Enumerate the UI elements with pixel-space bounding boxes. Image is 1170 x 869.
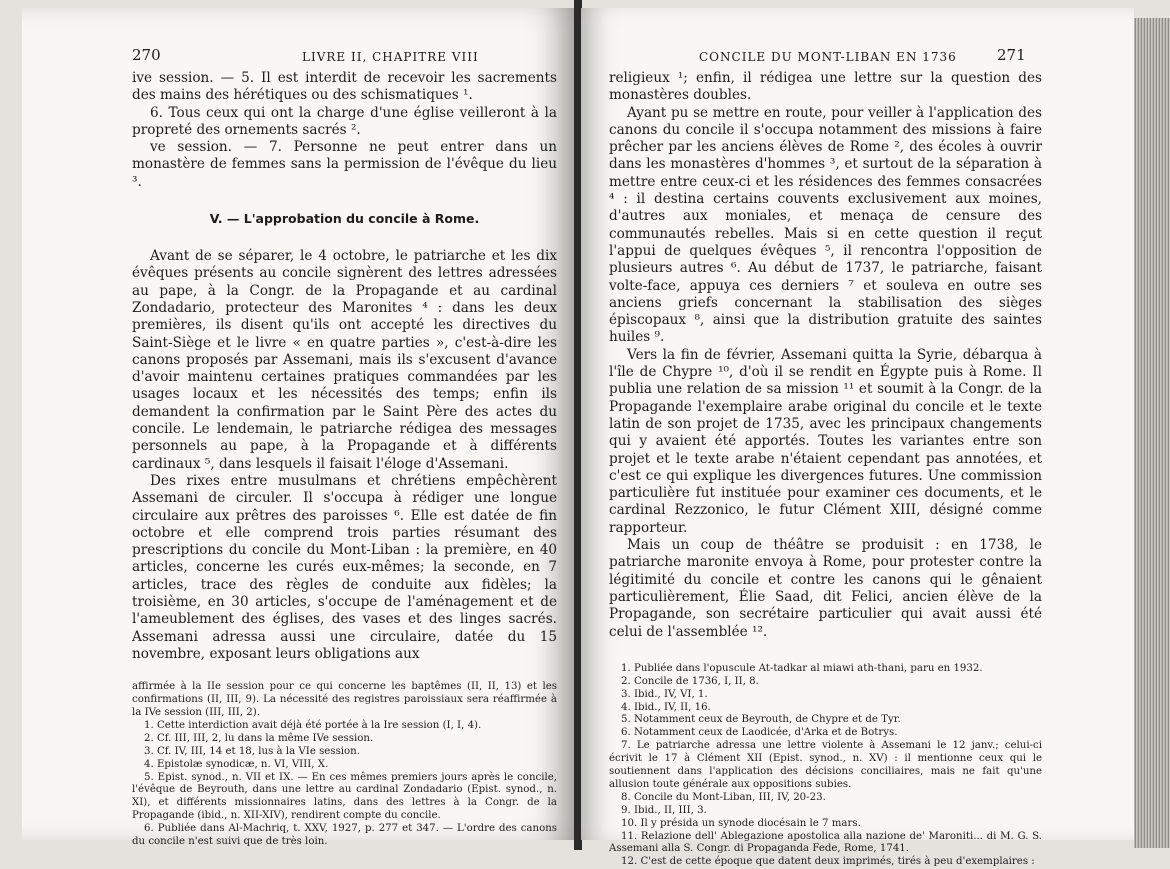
right-body-text bbox=[609, 70, 1042, 641]
footnote: 6. Publiée dans Al-Machriq, t. XXV, 1927, p. 277 et 347. — L'ordre des canons du concile n'est suivi que de très loin. bbox=[132, 823, 557, 848]
paragraph: Vers la fin de février, Assemani quitta la Syrie, débarqua à l'île de Chypre ¹⁰, d'où il se rendit en Égypte puis à Rome. Il publia une relation de sa mission ¹¹ et soumit à la Congr. de la Propagande l'exemplaire arabe original du concile et le texte latin de son projet de 1735, avec les principaux changements qui y avaient été apportés. Toutes les variantes entre son projet et le texte arabe n'étaient cependant pas annotées, et c'est ce qui explique les divergences futures. Une commission particulière fut instituée pour examiner ces documents, et le cardinal Rezzonico, le futur Clément XIII, désigné comme rapporteur. bbox=[609, 346, 1042, 536]
right-page bbox=[581, 8, 1134, 868]
footnote: 5. Epist. synod., n. VII et IX. — En ces mêmes premiers jours après le concile, l'évêque de Beyrouth, dans une lettre au cardinal Zondadario (Epist. synod., n. XI), et différents missionnaires latins, dans des lettres à la Congr. de la Propagande (ibid., n. XII-XIV), rendirent compte du concile. bbox=[132, 771, 557, 822]
footnote: 1. Publiée dans l'opuscule At-tadkar al miawi ath-thani, paru en 1932. bbox=[621, 662, 983, 674]
page-number: 270 bbox=[132, 46, 161, 64]
paragraph: Mais un coup de théâtre se produisit : en 1738, le patriarche maronite envoya à Rome, pour protester contre la légitimité du concile et contre les canons qui le gênaient particulièrement, Élie Saad, dit Felici, ancien élève de la Propagande, son secrétaire particulier qui avait aussi été celui de l'assemblée ¹². bbox=[609, 537, 1042, 640]
paragraph: ve session. — 7. Personne ne peut entrer dans un monastère de femmes sans la permission de l'évêque du lieu ³. bbox=[132, 139, 557, 190]
right-page-header bbox=[609, 48, 1042, 70]
right-footnotes bbox=[609, 663, 1042, 869]
footnote: 5. Notamment ceux de Beyrouth, de Chypre et de Tyr. bbox=[621, 714, 901, 726]
footnote: 1. Cette interdiction avait déjà été portée à la Ire session (I, I, 4). bbox=[144, 719, 482, 731]
footnote: 8. Concile du Mont-Liban, III, IV, 20-23. bbox=[621, 791, 826, 803]
running-head: CONCILE DU MONT-LIBAN EN 1736 bbox=[699, 50, 957, 64]
paragraph: religieux ¹; enfin, il rédigea une lettre sur la question des monastères doubles. bbox=[609, 70, 1042, 104]
footnote: 7. Le patriarche adressa une lettre violente à Assemani le 12 janv.; celui-ci écrivit le 17 à Clément XII (Epist. synod., n. XV) : il mentionne ceux qui le soutiennent dans l'application des décisions conciliaires, mais ne fait qu'une allusion toute générale aux oppositions subies. bbox=[609, 740, 1042, 790]
footnote: 10. Il y présida un synode diocésain le 7 mars. bbox=[621, 817, 861, 829]
footnote: 2. Cf. III, III, 2, lu dans la même IVe session. bbox=[144, 732, 374, 744]
footnote: 11. Relazione dell' Ablegazione apostolica alla nazione de' Maroniti... di M. G. S. Assemani alla S. Congr. di Propaganda Fede, Rome, 1741. bbox=[609, 830, 1042, 855]
footnote: affirmée à la IIe session pour ce qui concerne les baptêmes (II, II, 13) et les confirmations (II, III, 9). La nécessité des registres paroissiaux sera réaffirmée à la IVe session (III, III, 2). bbox=[132, 681, 557, 719]
paragraph: Ayant pu se mettre en route, pour veiller à l'application des canons du concile il s'occupa notamment des missions à faire prêcher par les anciens élèves de Rome ², des écoles à ouvrir dans les monastères d'hommes ³, et surtout de la séparation à mettre entre ceux-ci et les résidences des femmes consacrées ⁴ : il destina certains couvents exclusivement aux moines, d'autres aux moniales, et menaça de censure des communautés rebelles. Mais si en cette question il reçut l'appui de quelques évêques ⁵, il rencontra l'opposition de plusieurs autres ⁶. Au début de 1737, le patriarche, faisant volte-face, appuya ces derniers ⁷ et souleva en outre ses anciens griefs concernant la stabilisation des sièges épiscopaux ⁸, ainsi que la distribution gratuite des saintes huiles ⁹. bbox=[609, 104, 1042, 346]
footnote: 4. Ibid., IV, II, 16. bbox=[621, 701, 711, 713]
right-page-content bbox=[609, 48, 1042, 869]
left-body-text bbox=[132, 70, 557, 663]
running-head: LIVRE II, CHAPITRE VIII bbox=[302, 50, 479, 64]
section-title: V. — L'approbation du concile à Rome. bbox=[209, 211, 480, 227]
left-page-header bbox=[132, 48, 557, 70]
paragraph: 6. Tous ceux qui ont la charge d'une église veilleront à la propreté des ornements sacrés ². bbox=[132, 104, 557, 138]
left-footnotes bbox=[132, 681, 557, 849]
paragraph: ive session. — 5. Il est interdit de recevoir les sacrements des mains des hérétiques ou des schismatiques ¹. bbox=[132, 70, 557, 104]
page-edges bbox=[1134, 18, 1170, 848]
footnote: 6. Notamment ceux de Laodicée, d'Arka et de Botrys. bbox=[621, 727, 898, 739]
page-number: 271 bbox=[997, 46, 1026, 64]
footnote: 3. Ibid., IV, VI, 1. bbox=[621, 688, 708, 700]
left-page bbox=[22, 8, 575, 848]
footnote: 4. Epistolæ synodicæ, n. VI, VIII, X. bbox=[144, 758, 329, 770]
left-page-content bbox=[132, 48, 557, 849]
footnote: 2. Concile de 1736, I, II, 8. bbox=[621, 675, 759, 687]
paragraph: Avant de se séparer, le 4 octobre, le patriarche et les dix évêques présents au concile signèrent des lettres adressées au pape, à la Congr. de la Propagande et au cardinal Zondadario, protecteur des Maronites ⁴ : dans les deux premières, ils disent qu'ils ont accepté les directives du Saint-Siège et le livre « en quatre parties », c'est-à-dire les canons proposés par Assemani, mais ils s'excusent d'avance d'avoir maintenu certaines pratiques commandées par les usages locaux et les nécessités des temps; enfin ils demandent la confirmation par le Saint Père des actes du concile. Le lendemain, le patriarche rédigea des messages personnels au pape, à la Propagande et à différents cardinaux ⁵, dans lesquels il faisait l'éloge d'Assemani. bbox=[132, 248, 557, 472]
footnote: 3. Cf. IV, III, 14 et 18, lus à la VIe session. bbox=[144, 745, 360, 757]
paragraph: Des rixes entre musulmans et chrétiens empêchèrent Assemani de circuler. Il s'occupa à rédiger une longue circulaire aux prêtres des paroisses ⁶. Elle est datée de fin octobre et elle comprend trois parties résumant des prescriptions du concile du Mont-Liban : la première, en 40 articles, concerne les curés eux-mêmes; la seconde, en 7 articles, trace des règles de conduite aux fidèles; la troisième, en 30 articles, s'occupe de l'aménagement et de l'ameublement des églises, des vases et des linges sacrés. Assemani adressa aussi une circulaire, datée du 15 novembre, exposant leurs obligations aux bbox=[132, 472, 557, 662]
footnote: 12. C'est de cette époque que datent deux imprimés, tirés à peu d'exemplaires : bbox=[621, 856, 1035, 868]
footnote: 9. Ibid., II, III, 3. bbox=[621, 804, 707, 816]
